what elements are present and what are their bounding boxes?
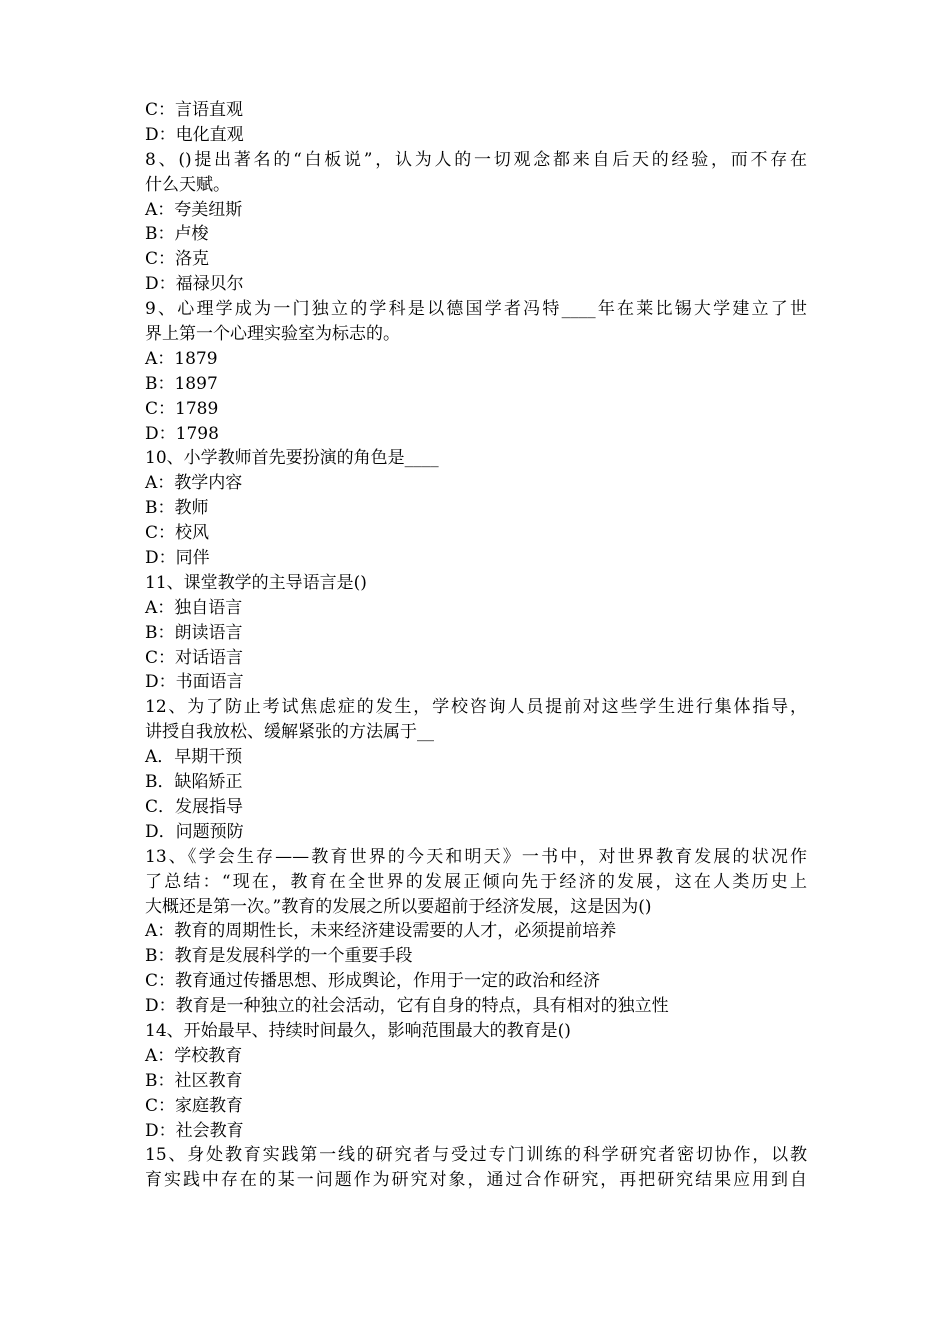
text-line: 13、《学会生存——教育世界的今天和明天》一书中，对世界教育发展的状况作 (145, 846, 807, 867)
text-line: 9、心理学成为一门独立的学科是以德国学者冯特____年在莱比锡大学建立了世 (145, 299, 807, 320)
text-line: B：朗读语言 (145, 622, 243, 643)
text-line: A：1879 (145, 348, 218, 369)
text-line: A：教育的周期性长，未来经济建设需要的人才，必须提前培养 (145, 921, 617, 942)
text-line: 12、为了防止考试焦虑症的发生，学校咨询人员提前对这些学生进行集体指导， (145, 697, 807, 718)
text-line: 15、身处教育实践第一线的研究者与受过专门训练的科学研究者密切协作，以教 (145, 1145, 807, 1166)
text-line: D．问题预防 (145, 821, 244, 842)
text-line: 14、开始最早、持续时间最久，影响范围最大的教育是() (145, 1020, 571, 1041)
text-line: A：学校教育 (145, 1045, 243, 1066)
document-page (145, 98, 807, 1193)
text-line: D：福禄贝尔 (145, 274, 244, 295)
text-line: D：教育是一种独立的社会活动，它有自身的特点，具有相对的独立性 (145, 996, 669, 1017)
text-line: 界上第一个心理实验室为标志的。 (145, 324, 400, 345)
text-line: 大概还是第一次。”教育的发展之所以要超前于经济发展，这是因为() (145, 896, 652, 917)
text-line: 11、课堂教学的主导语言是() (145, 572, 367, 593)
text-line: C：言语直观 (145, 100, 244, 120)
text-line: D：电化直观 (145, 124, 244, 145)
text-line: 10、小学教师首先要扮演的角色是____ (145, 448, 439, 469)
text-line: D：同伴 (145, 548, 210, 569)
text-line: C：校风 (145, 523, 210, 544)
text-line: 讲授自我放松、缓解紧张的方法属于__ (145, 722, 434, 743)
text-line: C：教育通过传播思想、形成舆论，作用于一定的政治和经济 (145, 971, 601, 992)
text-line: A：夸美纽斯 (145, 199, 243, 220)
text-line: D：1798 (145, 423, 219, 444)
text-line: C．发展指导 (145, 796, 244, 817)
text-line: C：家庭教育 (145, 1095, 244, 1116)
text-line: 8、()提出著名的“白板说”，认为人的一切观念都来自后天的经验，而不存在 (145, 149, 807, 170)
text-line: C：对话语言 (145, 647, 244, 668)
text-line: 了总结：“现在，教育在全世界的发展正倾向先于经济的发展，这在人类历史上 (145, 871, 807, 892)
text-line: 什么天赋。 (145, 174, 230, 195)
text-line: C：1789 (145, 398, 219, 419)
text-line: B：教育是发展科学的一个重要手段 (145, 946, 413, 967)
text-line: B：教师 (145, 498, 209, 519)
text-line: 育实践中存在的某一问题作为研究对象，通过合作研究，再把研究结果应用到自 (145, 1170, 807, 1191)
text-line: A．早期干预 (145, 747, 243, 768)
text-line: D：社会教育 (145, 1120, 244, 1141)
text-line: D：书面语言 (145, 672, 244, 693)
text-line: B．缺陷矫正 (145, 772, 243, 793)
text-line: A：教学内容 (145, 473, 243, 494)
text-line: B：卢梭 (145, 224, 209, 245)
text-line: C：洛克 (145, 249, 210, 270)
text-line: B：1897 (145, 373, 218, 394)
text-line: B：社区教育 (145, 1070, 243, 1091)
text-line: A：独自语言 (145, 597, 243, 618)
